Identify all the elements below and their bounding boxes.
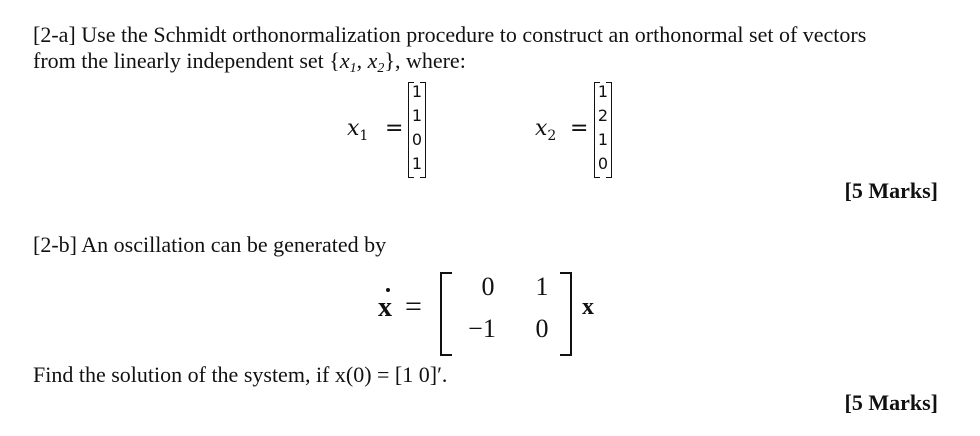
set-x2-sub: 2 <box>377 61 385 76</box>
set-x2: x <box>367 48 378 73</box>
vector-x1-label <box>347 116 368 144</box>
vector-x1-name: x <box>347 116 360 141</box>
vector-x2-label <box>535 116 556 144</box>
time-derivative-dot <box>386 288 390 292</box>
vector-x1-entry-2: 1 <box>411 106 423 125</box>
matrix-a21: −1 <box>468 314 496 343</box>
matrix-a22: 0 <box>535 314 549 343</box>
matrix-a11: 0 <box>481 272 495 301</box>
vector-x1-column <box>408 82 426 178</box>
part-b-question: Find the solution of the system, if x(0) = [1 0]′. <box>33 362 448 387</box>
vector-x2-equals: = <box>570 116 589 141</box>
set-x1: x <box>339 48 350 73</box>
set-x1-sub: 1 <box>349 61 357 76</box>
part-a-marks: [5 Marks] <box>844 178 938 203</box>
equation-equals: = <box>405 290 422 323</box>
matrix-a12: 1 <box>535 272 549 301</box>
part-b-intro: [2-b] An oscillation can be generated by <box>33 232 387 257</box>
vector-x2-entry-2: 2 <box>597 106 609 125</box>
equation-lhs-xdot: x <box>378 292 392 323</box>
vector-x2-entry-1: 1 <box>597 82 609 101</box>
part-b-marks: [5 Marks] <box>844 390 938 415</box>
matrix-left-bracket <box>440 272 452 356</box>
vector-x2-column <box>594 82 612 178</box>
part-a-intro-line-2 <box>33 48 466 82</box>
vector-x2-entry-3: 1 <box>597 130 609 149</box>
vector-x1-entry-4: 1 <box>411 154 423 173</box>
vector-x1-sub: 1 <box>359 128 369 144</box>
set-suffix: }, where: <box>384 48 466 73</box>
set-prefix: from the linearly independent set { <box>33 48 340 73</box>
vector-x2-sub: 2 <box>547 128 557 144</box>
vector-x2-entry-4: 0 <box>597 154 609 173</box>
vector-x1-entry-3: 0 <box>411 130 423 149</box>
vector-x1-entry-1: 1 <box>411 82 423 101</box>
vector-x1-equals: = <box>385 116 404 141</box>
matrix-right-bracket <box>560 272 572 356</box>
part-a-intro-line-1: [2-a] Use the Schmidt orthonormalization procedure to construct an orthonormal set of vectors <box>33 22 867 47</box>
equation-rhs-x: x <box>582 294 594 320</box>
set-comma: , <box>356 48 368 73</box>
vector-x2-name: x <box>535 116 548 141</box>
